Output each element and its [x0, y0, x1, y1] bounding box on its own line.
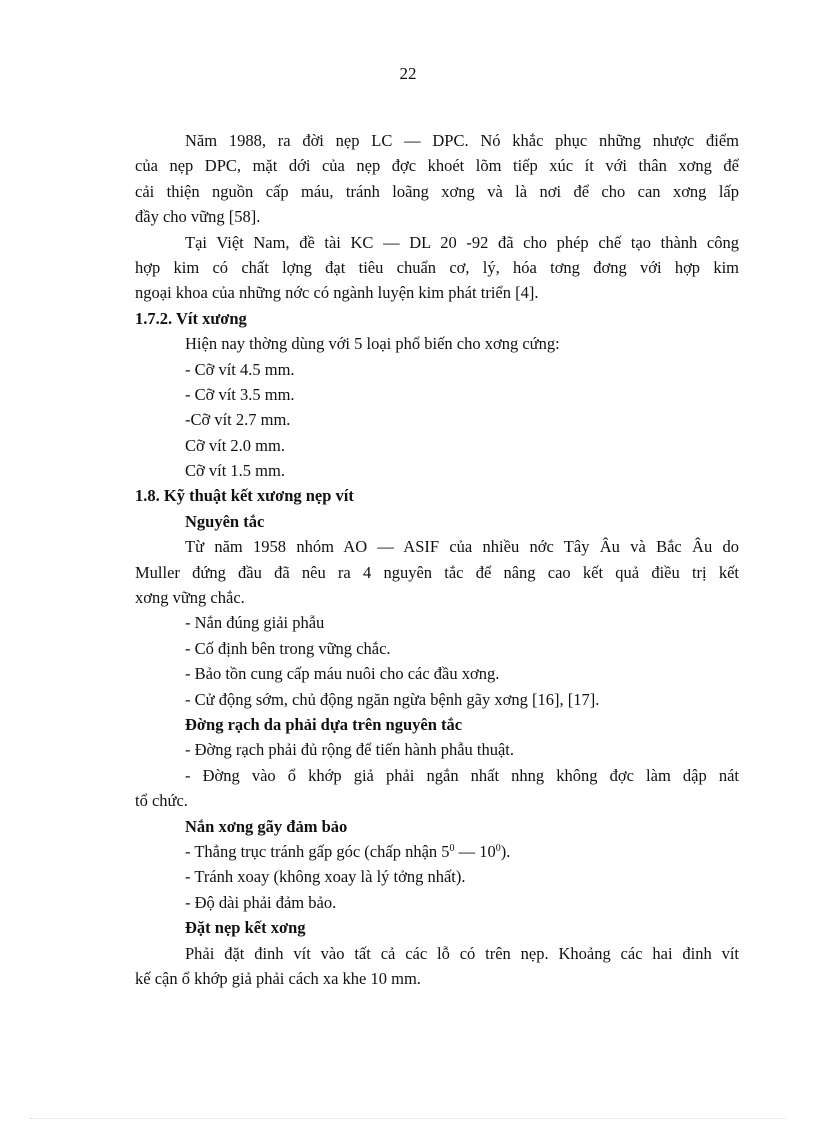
- text-run: ).: [500, 841, 511, 861]
- text-line: xơng vững chắc.: [135, 588, 245, 608]
- subheading-principles: Nguyên tắc: [185, 511, 265, 531]
- list-item: - Tránh xoay (không xoay là lý tởng nhất).: [185, 867, 466, 887]
- page-number: 22: [399, 64, 417, 83]
- list-item: - Đờng vào ổ khớp giả phải ngắn nhất nhng không đợc làm dập nát: [185, 765, 739, 785]
- paragraph-vietnam: [135, 230, 739, 306]
- list-item: -Cỡ vít 2.7 mm.: [185, 410, 291, 430]
- list-item: - Đờng rạch phải đủ rộng để tiến hành phẫu thuật.: [185, 740, 515, 760]
- text-line: đầy cho vững [58].: [135, 207, 261, 227]
- list-item: - Độ dài phải đảm bảo.: [185, 892, 337, 912]
- superscript: 0: [449, 842, 455, 854]
- text-line: Muller đứng đầu đã nêu ra 4 nguyên tắc để nâng cao kết quả điều trị kết: [135, 562, 739, 582]
- text-line: kế cận ổ khớp giả phải cách xa khe 10 mm.: [135, 968, 421, 988]
- text-line: Phải đặt đinh vít vào tất cả các lỗ có trên nẹp. Khoảng các hai đinh vít: [185, 943, 739, 963]
- superscript: 0: [495, 842, 501, 854]
- list-item: [135, 839, 739, 864]
- list-item: - Cố định bên trong vững chắc.: [185, 638, 391, 658]
- list-item: - Cử động sớm, chủ động ngăn ngừa bệnh gãy xơng [16], [17].: [185, 689, 600, 709]
- text-line: của nẹp DPC, mặt dới của nẹp đợc khoét lõm tiếp xúc ít với thân xơng để: [135, 156, 739, 176]
- list-item: Cỡ vít 1.5 mm.: [185, 461, 285, 481]
- text-run: — 10: [454, 841, 496, 861]
- list-item: - Cỡ vít 4.5 mm.: [185, 359, 295, 379]
- footer-divider: [30, 1118, 786, 1119]
- text-line: Từ năm 1958 nhóm AO — ASIF của nhiều nớc Tây Âu và Bắc Âu do: [185, 537, 739, 557]
- subheading-plating: Đặt nẹp kết xơng: [185, 918, 306, 938]
- document-body: [135, 128, 739, 991]
- text-line: Hiện nay thờng dùng với 5 loại phổ biến cho xơng cứng:: [185, 334, 560, 354]
- text-line: ngoại khoa của những nớc có ngành luyện kim phát triển [4].: [135, 283, 539, 303]
- list-item: - Nắn đúng giải phẫu: [185, 613, 325, 633]
- section-heading-1-8: 1.8. Kỹ thuật kết xương nẹp vít: [135, 486, 354, 506]
- text-run: - Thẳng trục tránh gấp góc (chấp nhận 5: [185, 841, 450, 861]
- list-item: - Cỡ vít 3.5 mm.: [185, 384, 295, 404]
- text-line: Năm 1988, ra đời nẹp LC — DPC. Nó khắc phục những nhược điểm: [185, 131, 739, 150]
- paragraph-lc-dpc: [135, 128, 739, 230]
- text-line: Tại Việt Nam, đề tài KC — DL 20 -92 đã cho phép chế tạo thành công: [185, 232, 739, 252]
- list-item: - Bảo tồn cung cấp máu nuôi cho các đầu xơng.: [185, 664, 500, 684]
- section-heading-1-7-2: 1.7.2. Vít xương: [135, 308, 247, 328]
- text-line: hợp kim có chất lợng đạt tiêu chuẩn cơ, lý, hóa tơng đơng với hợp kim: [135, 257, 739, 277]
- text-line: tổ chức.: [135, 791, 188, 811]
- text-line: cải thiện nguồn cấp máu, tránh loãng xơng và là nơi để cho can xơng lấp: [135, 181, 739, 201]
- subheading-incision: Đờng rạch da phải dựa trên nguyên tắc: [185, 714, 463, 734]
- subheading-reduction: Nắn xơng gãy đảm bảo: [185, 816, 348, 836]
- list-item: Cỡ vít 2.0 mm.: [185, 435, 285, 455]
